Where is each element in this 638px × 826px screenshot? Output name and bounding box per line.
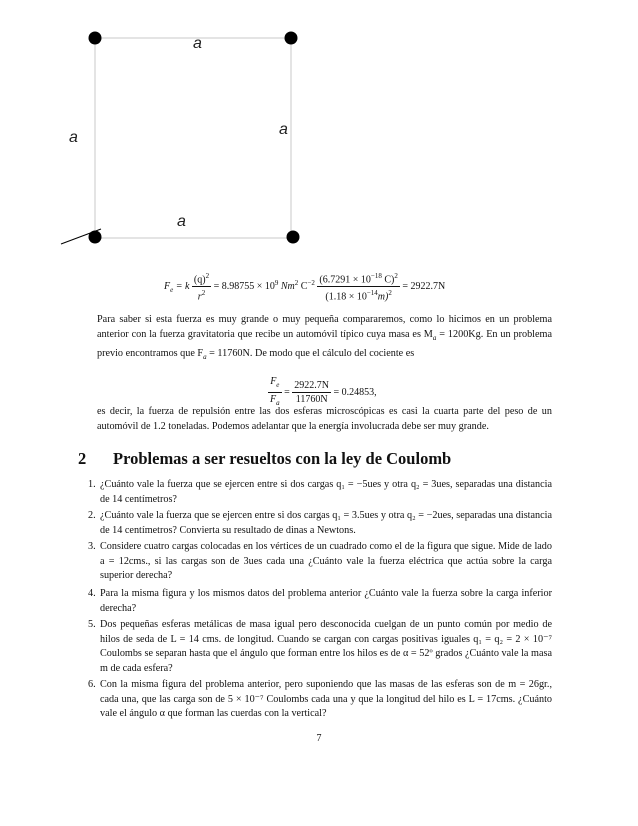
side-label-bottom: a [177,213,186,230]
problem-text: ¿Cuánto vale la fuerza que se ejercen entre si dos cargas q₁ = 3.5ues y otra q₂ = −2ues, separadas una distancia de 14 centímetros? Convierta su resultado de dinas a Newtons. [100,510,552,536]
eq1-f2-den: (1.18 × 10 [325,291,367,303]
force-ratio-equation: $\frac{F_e}{F_a}$ = $\frac{2922.7N}{11760N}$ = 0.24853, [268,375,377,410]
page-number: 7 [316,733,322,744]
eq1-den-sup: 2 [201,289,206,298]
problem-text: Para la misma figura y los mismos datos del problema anterior ¿Cuánto vale la fuerza sobre la carga inferior derecha? [100,588,552,614]
eq1-num: (q) [193,274,206,286]
paragraph-comparison [97,312,552,366]
para1-text-b: = 1200Kg. En un problema previo encontramos que F [97,329,552,360]
eq1-f2-num-sup2: 2 [394,272,398,280]
problem-number: 6. [88,679,96,690]
charge-top-right [285,32,298,45]
eq1-f2-den-sup: −14 [366,289,378,298]
side-label-top: a [193,35,202,52]
section-title: Problemas a ser resueltos con la ley de Coulomb [113,449,452,468]
problem-item [88,618,552,676]
charge-top-left [89,32,102,45]
problem-text: Dos pequeñas esferas metálicas de masa igual pero desconocida cuelgan de un punto común por medio de hilos de seda de L = 14 cms. de longitud. Cuando se cargan con cargas positivas iguales q₁ = q₂ = 2 × 10⁻⁷ Coulombs se separan hasta que el ángulo que forman entre los hilos es de α = 52º grados ¿Cuánto vale la masa m de cada esfera? [100,619,552,674]
eq2-value-den: 11760N [295,394,328,405]
eq1-k: = k [175,281,190,293]
eq2-value-num: 2922.7N [294,380,329,391]
para1-text-c: = 11760N. De modo que el cálculo del cociente es [206,348,415,360]
eq1-constant-sup: 9 [274,278,279,287]
eq2-num-sub: e [276,381,280,389]
problem-number: 3. [88,541,96,552]
problem-item [88,509,552,538]
eq1-f2-den-end: m) [377,291,389,303]
problem-item [88,540,552,584]
problem-number: 2. [88,510,96,521]
paragraph-conclusion: es decir, la fuerza de repulsión entre las dos esferas microscópicas es casi la cuarta parte del peso de un automóvil de 1.2 toneladas. Podemos adelantar que la energía involucrada debe ser muy grande. [97,406,552,433]
eq1-constant: = 8.98755 × 10 [213,281,275,293]
problem-number: 1. [88,479,96,490]
coulomb-force-equation [164,270,445,304]
para1-text-a: Para saber si esta fuerza es muy grande o muy pequeña compararemos, como lo hicimos en un problema anterior con la fuerza gravitatoria que recibe un automóvil típico cuya masa es M [97,314,552,341]
section-heading [78,449,558,469]
problem-number: 4. [88,588,96,599]
eq2-den: F [270,394,277,405]
eq1-f2-num: (6.7291 × 10 [319,274,371,286]
charge-bottom-right [287,231,300,244]
eq1-f2-num-sup: −18 [370,272,382,280]
eq1-f2-num-end: C) [384,274,395,286]
eq1-result: = 2922.7N [402,281,446,293]
eq2-den-sub: a [276,399,280,407]
problem-item [88,587,552,616]
problem-text: Con la misma figura del problema anterior, pero suponiendo que las masas de las esferas son de m = 26gr., cada una, que las carga son de 5 × 10⁻⁷ Coulombs cada una y que la longitud del hilo es L = 17cms. ¿Cuánto vale el ángulo α que forman las cuerdas con la vertical? [100,679,552,720]
eq2-result: = 0.24853, [333,386,377,398]
eq1-den: r [197,291,202,303]
eq1-f2-den-sup2: 2 [388,289,392,298]
eq1-unit-sup: 2 [294,278,299,287]
eq1-coulomb: C [300,281,308,293]
eq1-lhs-sub: e [170,286,174,295]
problem-number: 5. [88,619,96,630]
eq2-values [292,379,331,406]
side-label-left: a [69,129,78,146]
eq1-fraction [192,270,211,304]
eq1-fraction-values [317,270,399,304]
eq2-num: F [270,376,277,387]
problem-text: ¿Cuánto vale la fuerza que se ejercen entre si dos cargas q₁ = −5ues y otra q₂ = 3ues, separadas una distancia de 14 centímetros? [100,479,552,505]
para1-sub-a: a [432,334,437,343]
eq1-num-sup: 2 [205,272,210,280]
eq1-unit: Nm [280,281,295,293]
para1-sub-b: a [203,353,207,362]
side-label-right: a [279,121,288,138]
eq1-lhs: F [164,281,171,293]
square-outline [95,38,291,238]
eq1-coulomb-sup: −2 [307,278,315,287]
problem-item [88,478,552,507]
problem-text: Considere cuatro cargas colocadas en los vértices de un cuadrado como el de la figura que sigue. Mide de lado a = 12cms., si las cargas son de 3ues cada una ¿Cuánto vale la fuerza eléctrica que actúa sobre la carga superior derecha? [100,541,552,582]
square-charges-figure [55,25,315,255]
section-number: 2 [78,449,87,468]
problem-item [88,678,552,722]
